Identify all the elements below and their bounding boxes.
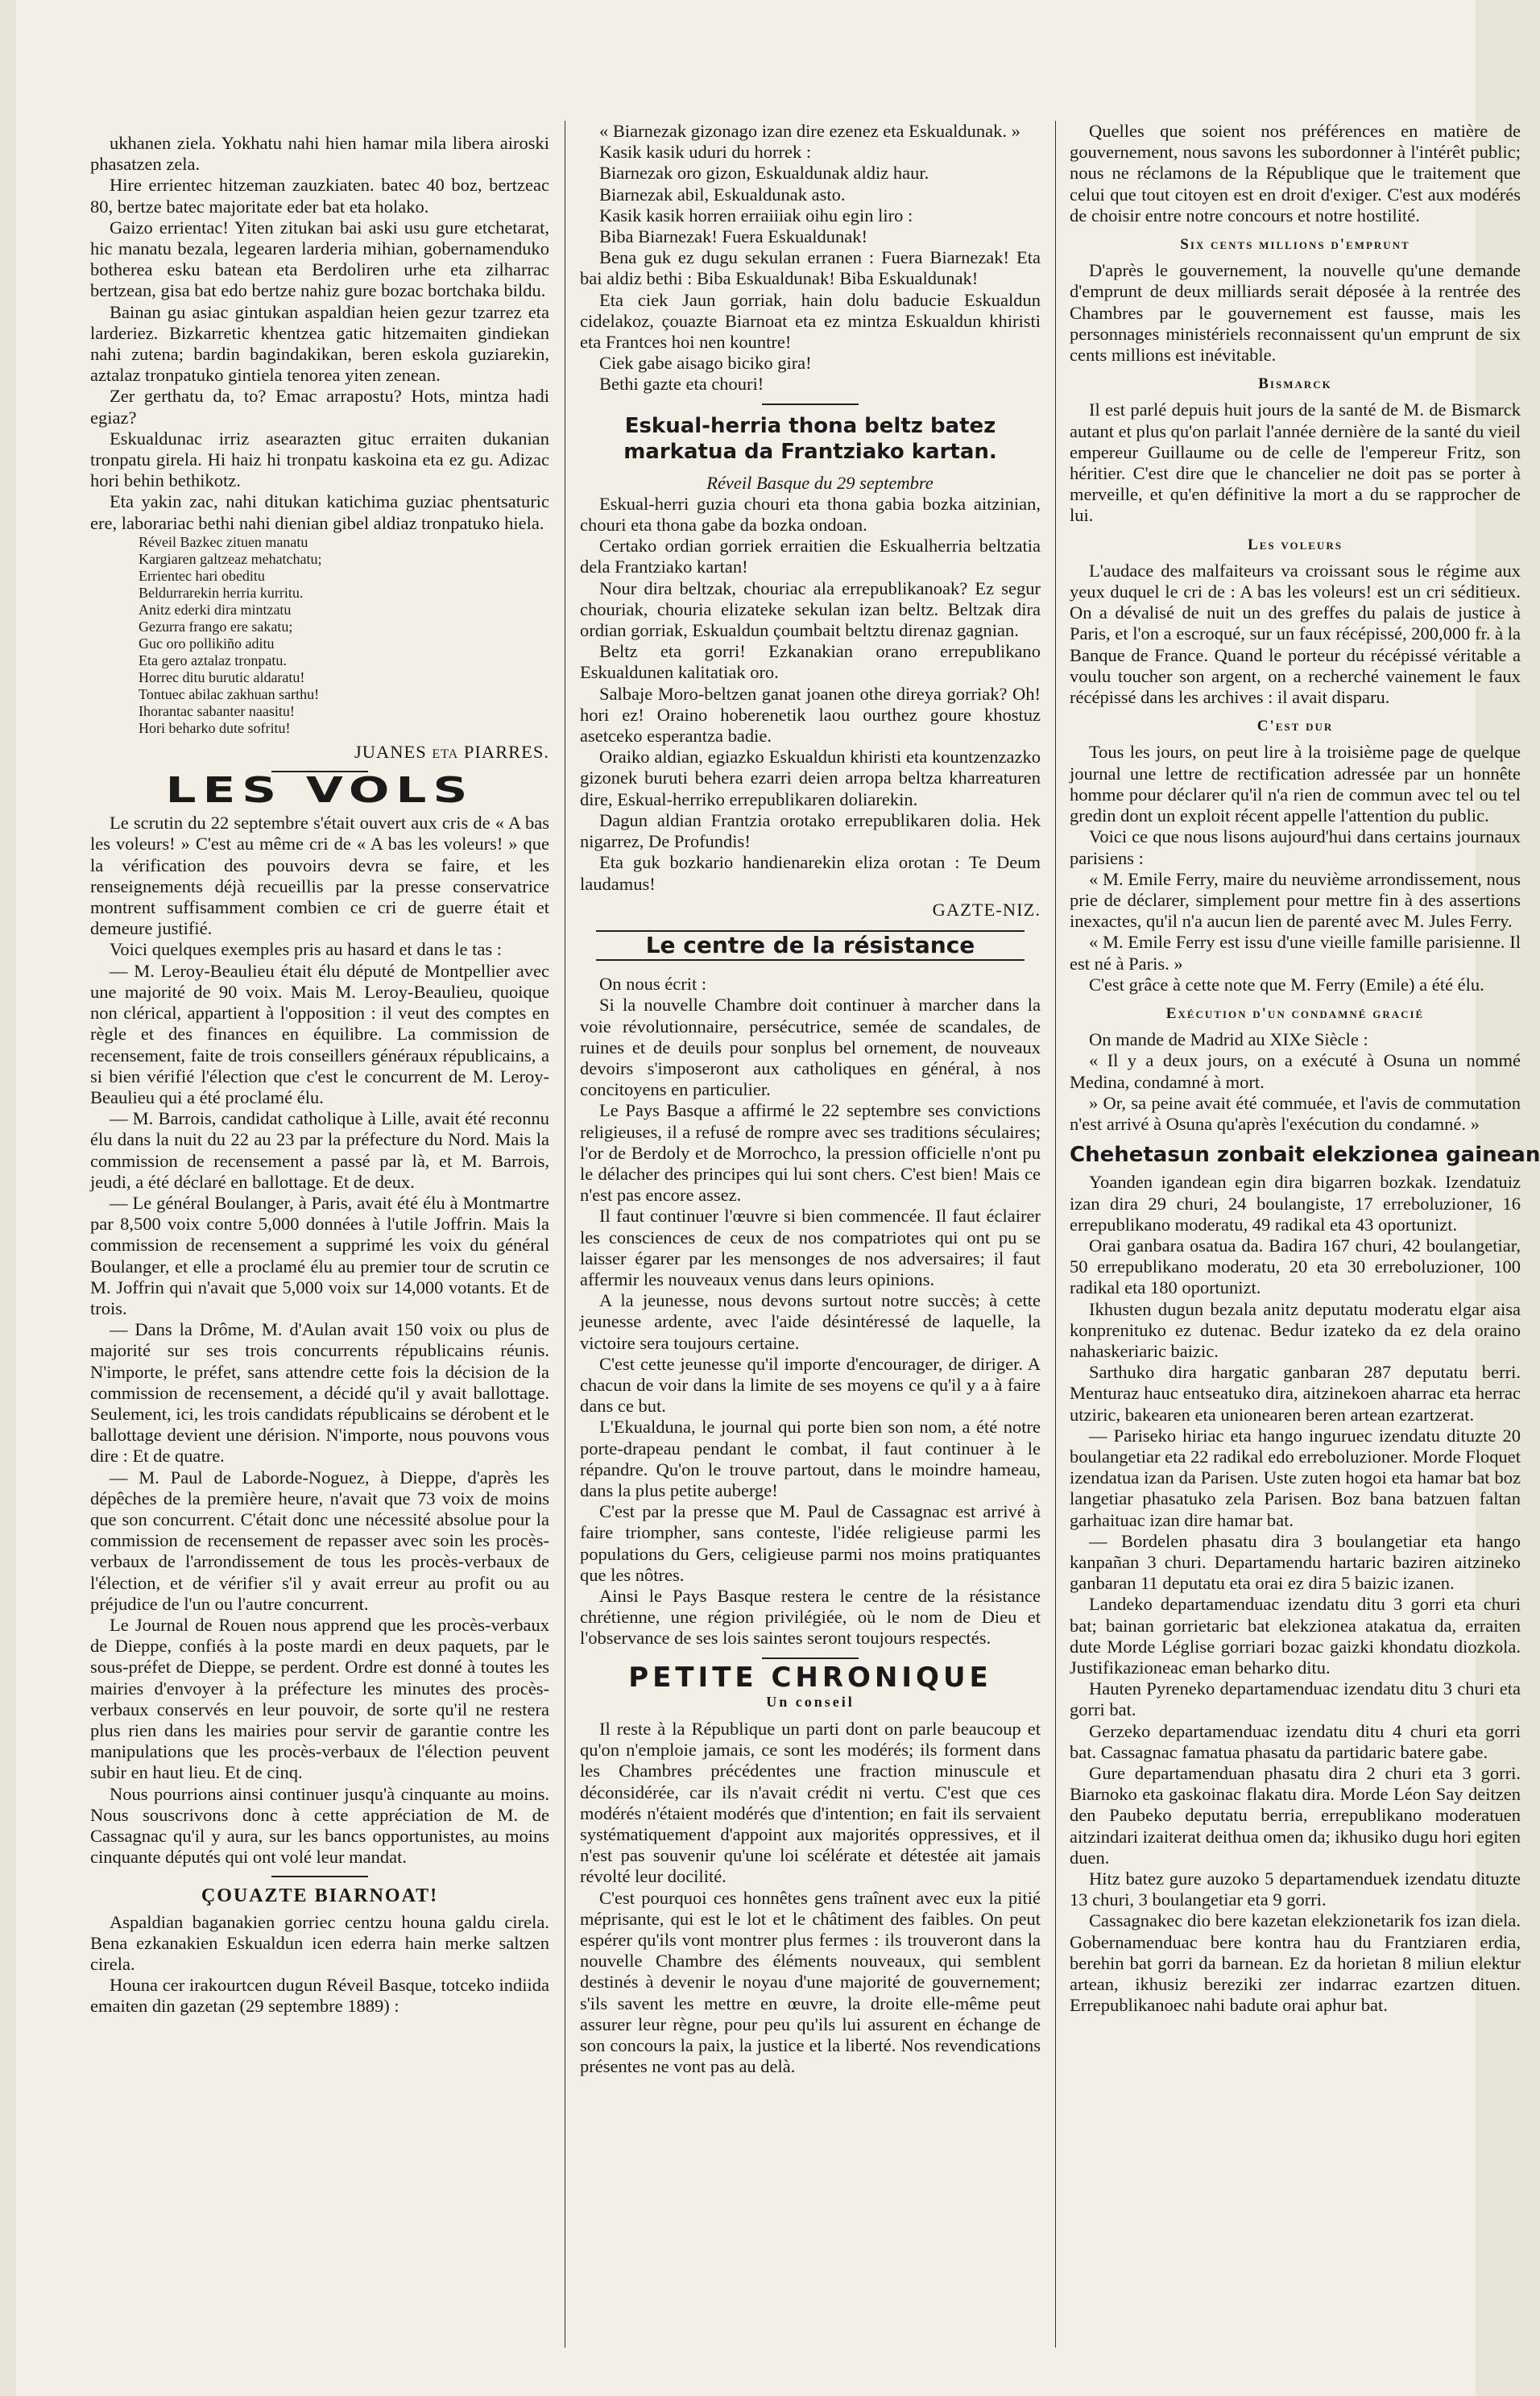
paragraph: Bethi gazte eta chouri!: [599, 374, 764, 395]
paragraph: Houna cer irakourtcen dugun Réveil Basque, totceko indiida emaiten din gazetan (29 septembre 1889) :: [90, 1975, 549, 2017]
paragraph: Gaizo errientac! Yiten zitukan bai aski usu gure etchetarat, hic manatu bezala, legearen larderia mihian, gobernamenduko botherea esku batean eta Berdoliren urhe eta zilharrac bertzean, gisa bat edo bertze nahiz gure bozac bortchaka bildu.: [90, 217, 549, 301]
paragraph: Hire errientec hitzeman zauzkiaten. batec 40 boz, bertzeac 80, bertze batec majoritate eder bat eta holako.: [90, 175, 549, 217]
paragraph: Eta ciek Jaun gorriak, hain dolu baducie Eskualdun cidelakoz, çouazte Biarnoat eta ez mintza Eskualdun khiristi eta Frantces hoi nen kountre!: [580, 289, 1041, 353]
paragraph: Le Journal de Rouen nous apprend que les procès-verbaux de Dieppe, confiés à la poste mardi en deux paquets, par le sous-préfet de Dieppe, se perdent. Ordre est donné à toutes les mairies d'envoyer à la préfecture les minutes des procès-verbaux conservés en leur pouvoir, de sorte qu'il ne restera plus rien dans les mairies pour servir de garantie contre les manipulations que les procès-verbaux de l'élection peuvent subir en haut lieu. Et de cinq.: [90, 1614, 549, 1783]
paragraph: Biarnezak abil, Eskualdunak asto.: [599, 184, 846, 205]
poem-line: Horrec ditu burutic aldaratu!: [139, 668, 305, 685]
paragraph: — Pariseko hiriac eta hango inguruec izendatu dituzte 20 boulangetiar eta 22 radikal edo erreboluzioner. Morde Floquet izendatua izan da Parisen. Uste zuten hogoi eta hamar bat boz langetiar phasatuko zela Parisen. Boz bana batzuen faltan garhaituac izan dire hamar bat.: [1070, 1425, 1521, 1530]
paragraph: Biarnezak oro gizon, Eskualdunak aldiz haur.: [599, 163, 929, 184]
paragraph: Zer gerthatu da, to? Emac arrapostu? Hots, mintza hadi egiaz?: [90, 386, 549, 428]
paragraph: Hitz batez gure auzoko 5 departamenduek izendatu dituzte 13 churi, 3 boulangetiar eta 9 gorri.: [1070, 1868, 1521, 1910]
paragraph: Eskualdunac irriz asearazten gituc erraiten dukanian tronpatu girela. Hi haiz hi tronpatu kaskoina eta ez gu. Adizac hori behin bethikotz.: [90, 428, 549, 491]
paragraph: Aspaldian baganakien gorriec centzu houna galdu cirela. Bena ezkanakien Eskualdun icen ederra hain merke saltzen cirela.: [90, 1911, 549, 1975]
paragraph: Salbaje Moro-beltzen ganat joanen othe direya gorriak? Oh! hori ez! Oraino hoberenetik laou ourthez goure khostuz asetceko esperantza badie.: [580, 683, 1041, 747]
paragraph: Hauten Pyreneko departamenduac izendatu ditu 3 churi eta gorri bat.: [1070, 1678, 1521, 1720]
paragraph: Landeko departamenduac izendatu ditu 3 gorri eta churi bat; bainan gorrietaric bat elekzionea atakatua da, erraiten dute Morde Léglise gorriari bozac gaizki khondatu diozkola. Justifikazioneac eman beharko ditu.: [1070, 1594, 1521, 1678]
paragraph: L'audace des malfaiteurs va croissant sous le régime aux yeux duquel le cri de : A bas les voleurs! est un cri séditieux. On a dévalisé de nuit un des greffes du palais de justice à Paris, et l'on a escroqué, sur un faux récépissé, 200,000 fr. à la Banque de France. Quand le porteur du récépissé véritable a voulu toucher son argent, on a recherché vainement le faux récépissé dans les archives : il avait disparu.: [1070, 560, 1521, 708]
cest-dur-title: C'est dur: [1256, 718, 1334, 735]
paragraph: — Le général Boulanger, à Paris, avait été élu à Montmartre par 8,500 voix contre 5,000 données à l'utile Joffrin. Mais la commission de recensement a supprimé les voix du général Boulanger, et elle a proclamé élu au premier tour de scrutin ce M. Joffrin qui n'avait que 5,000 voix sur 14,000 votants. Et de trois.: [90, 1192, 549, 1318]
paragraph: Ikhusten dugun bezala anitz deputatu moderatu elgar aisa konprenituko ez dutenac. Bedur izateko da ez dela oraino nahaskeriaric baizic.: [1070, 1298, 1521, 1361]
paragraph: Biba Biarnezak! Fuera Eskualdunak!: [599, 226, 868, 247]
paragraph: « M. Emile Ferry est issu d'une vieille famille parisienne. Il est né à Paris. »: [1070, 932, 1521, 974]
poem-line: Ihorantac sabanter naasitu!: [139, 702, 295, 719]
six-cents-title: Six cents millions d'emprunt: [1180, 236, 1410, 254]
poem-line: Eta gero aztalaz tronpatu.: [139, 652, 287, 668]
poem-line: Guc oro pollikiño aditu: [139, 635, 275, 652]
paragraph: On nous écrit :: [599, 974, 707, 995]
petite-chronique-title: PETITE CHRONIQUE: [628, 1661, 992, 1694]
paragraph: Gerzeko departamenduac izendatu ditu 4 churi eta gorri bat. Cassagnac famatua phasatu da partidaric batere gabe.: [1070, 1720, 1521, 1762]
paragraph: Cassagnakec dio bere kazetan elekzionetarik fos izan diela. Gobernamenduac bere kontra hau du Frantziaren erdia, berehin bat gorri da barnean. Ez da horietan 8 miliun elektur artean, ikhusiz bereziki zer indarrac ezartzen dituen. Errepublikanoec nahi badute orai aphur bat.: [1070, 1910, 1521, 2016]
column-1: [90, 133, 549, 2380]
paragraph: Ainsi le Pays Basque restera le centre de la résistance chrétienne, une région privilégiée, où le nom de Dieu et l'observance de ses lois saintes seront toujours respectés.: [580, 1586, 1041, 1649]
divider: [762, 403, 859, 405]
poem: [139, 534, 549, 737]
paragraph: Yoanden igandean egin dira bigarren bozkak. Izendatuiz izan dira 29 churi, 24 boulangiste, 17 erreboluzioner, 16 errepublikano moderatu, 49 radikal eta 43 oportunizt.: [1070, 1172, 1521, 1235]
newspaper-page: [16, 0, 1540, 2396]
divider: [271, 1876, 368, 1877]
paragraph: Le scrutin du 22 septembre s'était ouvert aux cris de « A bas les voleurs! » C'est au même cri de « A bas les voleurs! » que la vérification des pouvoirs devra se faire, et les renseignements déjà recueillis par la presse conservatrice montrent suffisamment combien ce cri de guerre était et demeure justifié.: [90, 813, 549, 939]
paragraph: C'est cette jeunesse qu'il importe d'encourager, de diriger. A chacun de voir dans la limite de ses moyens ce qu'il y a à faire dans ce but.: [580, 1353, 1041, 1417]
poem-line: Réveil Bazkec zituen manatu: [139, 533, 308, 550]
paragraph: Orai ganbara osatua da. Badira 167 churi, 42 boulangetiar, 50 errepublikano moderatu, 20 eta 30 erreboluzioner, 100 radikal eta 180 oportunizt.: [1070, 1235, 1521, 1298]
signature: JUANES eta PIARRES.: [354, 741, 549, 762]
column-2: [580, 121, 1041, 2368]
paragraph: Gure departamenduan phasatu dira 2 churi eta 3 gorri. Biarnoko eta gaskoinac flakatu dira. Morde Léon Say deitzen den Paubeko deputatu berria, errepublikano moderatuen aitzindari izaiterat deithua omen da; ikhusiko dugu hori egiten duen.: [1070, 1763, 1521, 1868]
poem-line: Anitz ederki dira mintzatu: [139, 601, 292, 618]
paragraph: Eta guk bozkario handienarekin eliza orotan : Te Deum laudamus!: [580, 852, 1041, 894]
paragraph: Bainan gu asiac gintukan aspaldian heien gezur tzarrez eta larderiez. Bizkarretic khentzea gatic hitzemaiten gindiekan nahi zutena; bardin bagindakikan, beren eskola guziarekin, aztalaz tronpatuko gintiela tenorea yiten zenean.: [90, 301, 549, 386]
paragraph: C'est grâce à cette note que M. Ferry (Emile) a été élu.: [1089, 974, 1484, 995]
eskual-source: Réveil Basque du 29 septembre: [706, 472, 934, 493]
paragraph: On mande de Madrid au XIXe Siècle :: [1089, 1029, 1368, 1050]
paragraph: — M. Leroy-Beaulieu était élu député de Montpellier avec une majorité de 90 voix. Mais M. Leroy-Beaulieu, quoique non clérical, appartient à l'opposition : il veut des comptes en règle et des finances en équilibre. La commission de recensement, faite de trois conseillers généraux républicains, a si bien vérifié l'élection que c'est le concurrent de M. Leroy-Beaulieu qui a été proclamé élu.: [90, 960, 549, 1107]
paragraph: — M. Barrois, candidat catholique à Lille, avait été reconnu élu dans la nuit du 22 au 23 par la préfecture du Nord. Mais la commission de recensement a passé par là, et M. Barrois, jeudi, a été déclaré en ballottage. Et de deux.: [90, 1108, 549, 1192]
paragraph: Bena guk ez dugu sekulan erranen : Fuera Biarnezak! Eta bai aldiz bethi : Biba Eskualdunak! Biba Eskualdunak!: [580, 247, 1041, 289]
paragraph: Quelles que soient nos préférences en matière de gouvernement, nous savons les subordonner à l'intérêt public; nous ne réclamons de la République que le traitement que celui que tout citoyen est en droit d'exiger. C'est aux modérés de choisir entre notre concours et notre hostilité.: [1070, 121, 1521, 226]
bismarck-title: Bismarck: [1258, 375, 1332, 393]
paragraph: Ciek gabe aisago biciko gira!: [599, 353, 812, 374]
poem-line: Beldurrarekin herria kurritu.: [139, 584, 304, 601]
paragraph: A la jeunesse, nous devons surtout notre succès; à cette jeunesse ardente, avec l'aide désintéressé de laquelle, la victoire sera toujours certaine.: [580, 1290, 1041, 1353]
paragraph: « Biarnezak gizonago izan dire ezenez eta Eskualdunak. »: [599, 121, 1020, 141]
paragraph: Il reste à la République un parti dont on parle beaucoup et qu'on n'emploie jamais, ce sont les modérés; ils forment dans les Chambres précédentes une fraction minuscule et déconsidérée, car ils n'avait crédit ni vertu. C'est que ces modérés n'étaient modérés que d'intention; en fait ils servaient systématiquement d'appoint aux majorités oppressives, et il n'est pas souvenir qu'une loi scélérate et détestée ait jamais révolté leur docilité.: [580, 1719, 1041, 1887]
paragraph: Beltz eta gorri! Ezkanakian orano errepublikano Eskualdunen kalitatiak oro.: [580, 641, 1041, 683]
column-rule-right: [1055, 121, 1056, 2348]
paragraph: Sarthuko dira hargatic ganbaran 287 deputatu berri. Menturaz hauc entseatuko dira, aitzinekoen aharrac eta herrac utziric, bakearen eta unionearen beren artean ezartzerat.: [1070, 1362, 1521, 1425]
paragraph: Voici ce que nous lisons aujourd'hui dans certains journaux parisiens :: [1070, 826, 1521, 868]
eskual-signature: GAZTE-NIZ.: [932, 899, 1041, 920]
paragraph: D'après le gouvernement, la nouvelle qu'une demande d'emprunt de deux milliards serait déposée à la rentrée des Chambres par le gouvernement est fausse, mais les personnages ministériels reconnaissent qu'un emprunt de six cents millions est inévitable.: [1070, 260, 1521, 366]
paragraph: Eta yakin zac, nahi ditukan katichima guziac phentsaturic ere, laborariac bethi nahi dienian gibel aldiaz tronpatuko hiela.: [90, 491, 549, 533]
poem-line: Tontuec abilac zakhuan sarthu!: [139, 685, 320, 702]
paragraph: Nour dira beltzak, chouriac ala errepublikanoak? Ez segur chouriak, chouria elizateke sekulan izan beltz. Beltzak dira ordian gorriak, Eskualdun çoumbait beltztu direnaz gagnian.: [580, 577, 1041, 641]
paragraph: — M. Paul de Laborde-Noguez, à Dieppe, d'après les dépêches de la première heure, n'avait que 73 voix de moins que son concurrent. C'était donc une nécessité absolue pour la commission de recensement de repasser avec soin les procès-verbaux de l'arrondissement de tous les procès-verbaux de l'élection, et de vérifier s'il y avait erreur au profit ou au préjudice de l'un ou l'autre concurrent.: [90, 1467, 549, 1614]
poem-line: Gezurra frango ere sakatu;: [139, 618, 293, 635]
paragraph: Il faut continuer l'œuvre si bien commencée. Il faut éclairer les consciences de ceux de nos compatriotes qui ont pu se laisser égarer par les mensonges de nos adversaires; il faut affermir les nouveaux venus dans leurs opinions.: [580, 1206, 1041, 1289]
paragraph: — Bordelen phasatu dira 3 boulangetiar eta hango kanpañan 3 churi. Departamendu hartaric baziren aitzineko ganbaran 11 deputatu eta orai ez dira 5 baizic izanen.: [1070, 1530, 1521, 1594]
paragraph: C'est pourquoi ces honnêtes gens traînent avec eux la pitié méprisante, qui est le lot et le châtiment des faibles. On peut espérer qu'ils vont montrer plus fermes : ils trouveront dans la nouvelle Chambre des éléments nouveaux, qui semblent destinés à devenir le noyau d'une majorité de gouvernement; s'ils savent les mettre en œuvre, la droite elle-même peut assurer leur règne, pour peu qu'ils lui assurent en échange de son concours la paix, la justice et la liberté. Nos revendications présentes ne vont pas au delà.: [580, 1887, 1041, 2077]
paragraph: C'est par la presse que M. Paul de Cassagnac est arrivé à faire triompher, sans conteste, l'idée religieuse parmi les populations du Gers, celigieuse parmi nos moins pratiquantes que les nôtres.: [580, 1501, 1041, 1585]
paragraph: Dagun aldian Frantzia orotako errepublikaren dolia. Hek nigarrez, De Profundis!: [580, 809, 1041, 852]
paragraph: Nous pourrions ainsi continuer jusqu'à cinquante au moins. Nous souscrivons donc à cette appréciation de M. de Cassagnac qu'il y aura, sur les bancs opportunistes, au moins cinquante députés qui ont volé leur mandat.: [90, 1783, 549, 1868]
execution-title: Exécution d'un condamné gracié: [1165, 1004, 1425, 1022]
paragraph: Si la nouvelle Chambre doit continuer à marcher dans la voie révolutionnaire, persécutrice, semée de scandales, de ruines et de deuils pour sonplus bel ornement, de nouveaux devoirs s'imposeront aux catholiques en général, à nos concitoyens en particulier.: [580, 995, 1041, 1100]
petite-chronique-subtitle: Un conseil: [766, 1693, 855, 1710]
paragraph: Oraiko aldian, egiazko Eskualdun khiristi eta kountzenzazko gizonek buruti behera ezarri deien arropa beltza kharreaturen dire, Eskual-herriko errepublikaren doliarekin.: [580, 747, 1041, 809]
paragraph: Eskual-herri guzia chouri eta thona gabia bozka aitzinian, chouri eta thona gabe da bozka ondoan.: [580, 493, 1041, 536]
paragraph: Il est parlé depuis huit jours de la santé de M. de Bismarck autant et plus qu'on parlait l'année dernière de la santé du vieil empereur Guillaume ou de celle de l'empereur Fritz, son héritier. C'est dire que le chancelier ne doit pas se porter à merveille, et qu'en définitive la mort a du se rapprocher de lui.: [1070, 399, 1521, 526]
divider: [762, 1657, 859, 1659]
paragraph: ukhanen ziela. Yokhatu nahi hien hamar mila libera airoski phasatzen zela.: [90, 133, 549, 175]
voleurs-title: Les voleurs: [1248, 536, 1343, 553]
paragraph: Kasik kasik uduri du horrek :: [599, 142, 812, 163]
paragraph: Voici quelques exemples pris au hasard et dans le tas :: [110, 939, 502, 960]
paragraph: L'Ekualduna, le journal qui porte bien son nom, a été notre porte-drapeau pendant le combat, il faut continuer à le répandre. Qu'on le trouve partout, dans le moindre hameau, dans la plus petite auberge!: [580, 1417, 1041, 1500]
centre-title: Le centre de la résistance: [596, 930, 1025, 961]
les-vols-title: LES VOLS: [165, 770, 474, 812]
paragraph: — Dans la Drôme, M. d'Aulan avait 150 voix ou plus de majorité sur ses trois concurrents républicains réunis. N'importe, le préfet, sans attendre cette fois la décision de la commission de recensement, a décidé qu'il y avait ballottage. Seulement, ici, les trois candidats républicains se dérobent et le ballottage devient une dérision. N'importe, nous pouvons vous dire : Et de quatre.: [90, 1319, 549, 1467]
poem-line: Kargiaren galtzeaz mehatchatu;: [139, 550, 322, 567]
paragraph: Certako ordian gorriek erraitien die Eskualherria beltzatia dela Frantziako kartan!: [580, 536, 1041, 577]
paragraph: » Or, sa peine avait été commuée, et l'avis de commutation n'est arrivé à Osuna qu'après l'exécution du condamné. »: [1070, 1092, 1521, 1134]
paragraph: Tous les jours, on peut lire à la troisième page de quelque journal une lettre de rectification adressée par un honnête homme pour déclarer qu'il n'a rien de commun avec tel ou tel gredin dont un exploit récent appelle l'attention du public.: [1070, 742, 1521, 826]
gouazte-title: ÇOUAZTE BIARNOAT!: [201, 1885, 439, 1907]
paragraph: « M. Emile Ferry, maire du neuvième arrondissement, nous prie de déclarer, simplement pour mettre fin à des assertions inexactes, qu'il n'a aucun lien de parenté avec M. Jules Ferry.: [1070, 868, 1521, 932]
paragraph: Le Pays Basque a affirmé le 22 septembre ses convictions religieuses, il a refusé de rompre avec ses traditions séculaires; l'or de Berdoly et de Morrochco, la pression officielle n'ont pu le délacher des principes qui lui sont chers. C'est bien! Mais ce n'est pas encore assez.: [580, 1100, 1041, 1206]
eskual-title: Eskual-herria thona beltz batez markatua da Frantziako kartan.: [623, 413, 997, 464]
poem-line: Hori beharko dute sofritu!: [139, 719, 291, 736]
chehetasun-title: Chehetasun zonbait elekzionea gainean: [1070, 1143, 1540, 1168]
column-3: [1070, 121, 1540, 2368]
poem-line: Errientec hari obeditu: [139, 567, 265, 584]
paragraph: Kasik kasik horren erraiiiak oihu egin liro :: [599, 205, 913, 226]
paragraph: « Il y a deux jours, on a exécuté à Osuna un nommé Medina, condamné à mort.: [1070, 1050, 1521, 1092]
